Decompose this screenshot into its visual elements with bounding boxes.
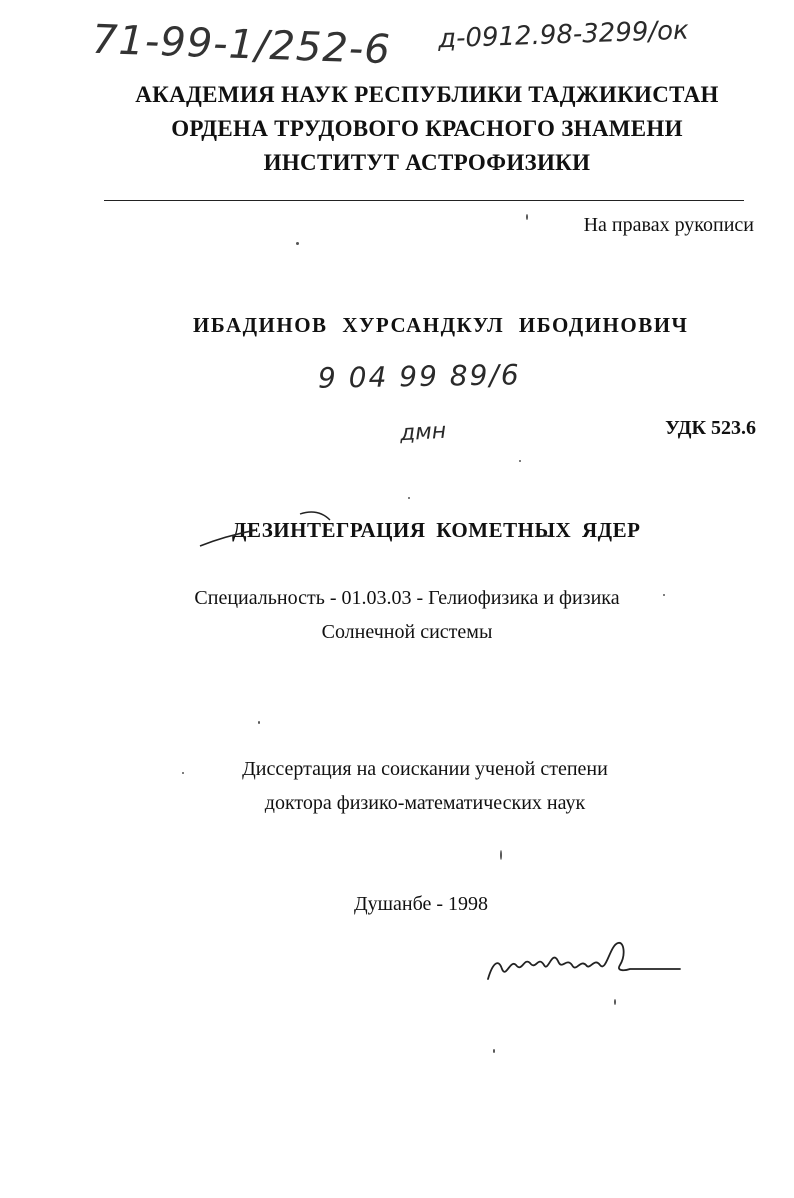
degree-line-1: Диссертация на соискании ученой степени [242, 758, 608, 780]
dissertation-title: ДЕЗИНТЕГРАЦИЯ КОМЕТНЫХ ЯДЕР [232, 518, 641, 542]
handwritten-date-number: 9 04 99 89/6 [317, 358, 521, 395]
manuscript-rights-note: На правах рукописи [583, 214, 754, 236]
place-and-year: Душанбе - 1998 [353, 893, 489, 915]
specialty-line-1: Специальность - 01.03.03 - Гелиофизика и физика [194, 587, 620, 609]
specialty-line-2: Солнечной системы [321, 621, 493, 643]
header-divider [104, 200, 744, 201]
udc-code: УДК 523.6 [665, 417, 756, 439]
author-name: ИБАДИНОВ ХУРСАНДКУЛ ИБОДИНОВИЧ [193, 313, 689, 337]
institution-line-2: ОРДЕНА ТРУДОВОГО КРАСНОГО ЗНАМЕНИ [171, 116, 683, 141]
degree-line-2: доктора физико-математических наук [264, 792, 586, 814]
handwritten-registration-number: д-0912.98-3299/ок [437, 15, 690, 55]
signature [480, 935, 690, 990]
handwritten-catalog-number: 71-99-1/252-6 [91, 16, 392, 74]
institution-line-3: ИНСТИТУТ АСТРОФИЗИКИ [263, 150, 591, 175]
institution-line-1: АКАДЕМИЯ НАУК РЕСПУБЛИКИ ТАДЖИКИСТАН [135, 82, 719, 107]
handwritten-degree-note: дмн [399, 418, 447, 447]
